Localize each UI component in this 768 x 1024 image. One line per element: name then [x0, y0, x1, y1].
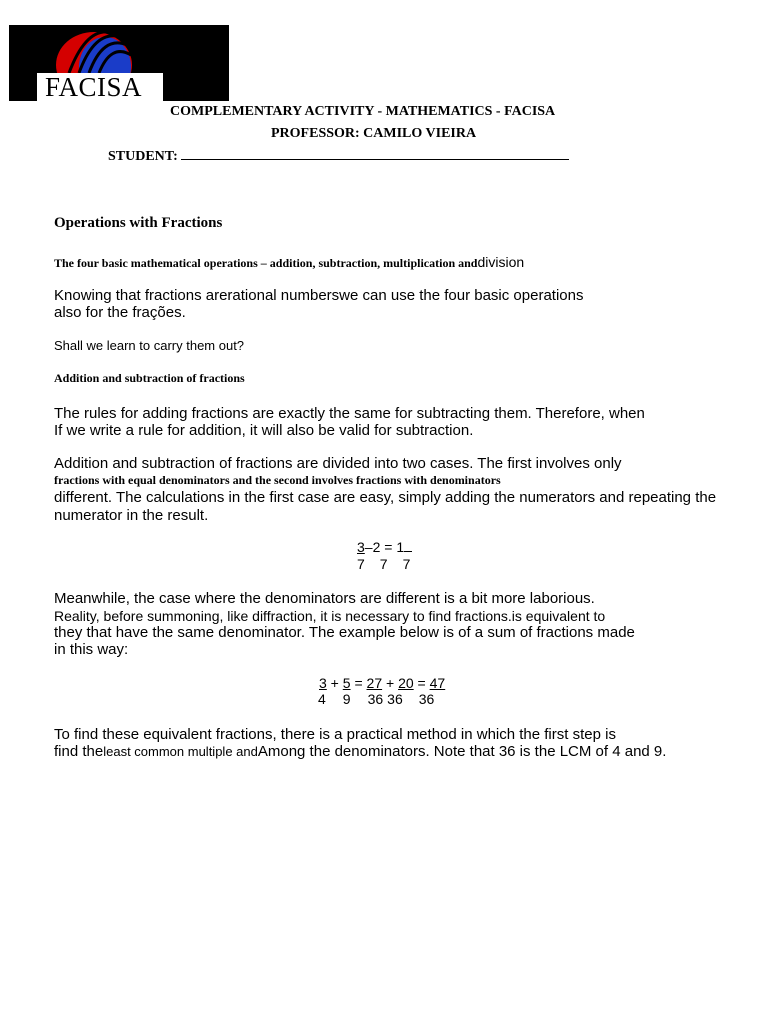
- paragraph-4-line-2: Reality, before summoning, like diffraction, it is necessary to find fractions.is equivalent to: [54, 608, 606, 624]
- student-name-blank: [181, 146, 569, 160]
- paragraph-4-line-3: they that have the same denominator. The example below is of a sum of fractions made: [54, 624, 635, 641]
- professor-line: PROFESSOR: CAMILO VIEIRA: [271, 126, 477, 141]
- formula-2-denominator-3: 36: [367, 691, 384, 707]
- paragraph-3-line-4: numerator in the result.: [54, 507, 209, 524]
- subheading: Addition and subtraction of fractions: [54, 371, 245, 385]
- subtitle: [54, 254, 524, 272]
- formula-2-equals-1: =: [350, 675, 367, 691]
- paragraph-4-line-1: Meanwhile, the case where the denominators are different is a bit more laborious.: [54, 590, 595, 607]
- formula-2-denominators: [318, 691, 434, 707]
- formula-2-denominator-5: 36: [418, 691, 435, 707]
- paragraph-5-line-2-end: Among the denominators. Note that 36 is the LCM of 4 and 9.: [257, 743, 667, 760]
- formula-2-denominator-4: 36: [387, 691, 403, 707]
- formula-2-numerators: [319, 675, 445, 691]
- paragraph-1-line-2: also for the frações.: [54, 304, 186, 321]
- logo-text-box: [37, 73, 163, 101]
- formula-2-numerator-5: 47: [429, 675, 446, 691]
- formula-1-denominators: [357, 556, 410, 572]
- formula-1-denominator-3: 7: [402, 556, 411, 572]
- paragraph-5-line-1: To find these equivalent fractions, there is a practical method in which the first step is: [54, 726, 616, 743]
- section-title: Operations with Fractions: [54, 215, 223, 231]
- formula-2-numerator-1: 3: [319, 675, 327, 691]
- subtitle-bold: The four basic mathematical operations – addition, subtraction, multiplication and: [54, 256, 478, 270]
- student-line: [108, 146, 569, 165]
- formula-2-equals-2: =: [413, 675, 430, 691]
- formula-1-rule: [404, 541, 412, 552]
- paragraph-3-line-1: Addition and subtraction of fractions are divided into two cases. The first involves only: [54, 455, 622, 472]
- formula-2-numerator-2: 5: [342, 675, 351, 691]
- paragraph-1-line-1: Knowing that fractions arerational numberswe can use the four basic operations: [54, 287, 584, 304]
- logo-text: FACISA: [45, 72, 143, 101]
- paragraph-5-lcm-term: least common multiple and: [103, 744, 258, 759]
- formula-1-denominator-1: 7: [357, 556, 365, 572]
- student-label: STUDENT:: [108, 149, 182, 164]
- paragraph-3-line-2: fractions with equal denominators and the second involves fractions with denominators: [54, 473, 501, 487]
- paragraph-2-line-1: The rules for adding fractions are exactly the same for subtracting them. Therefore, when: [54, 405, 645, 422]
- formula-2-denominator-2: 9: [342, 691, 351, 707]
- paragraph-5-line-2-start: find the: [54, 743, 104, 760]
- formula-2-numerator-3: 27: [366, 675, 383, 691]
- paragraph-2-line-2: If we write a rule for addition, it will also be valid for subtraction.: [54, 422, 474, 439]
- paragraph-4-line-4: in this way:: [54, 641, 129, 658]
- formula-1-operator: –2 = 1: [364, 539, 405, 555]
- paragraph-5-line-2: [54, 743, 666, 761]
- formula-2-denominator-1: 4: [318, 691, 326, 707]
- facisa-logo: [9, 25, 229, 101]
- formula-1-numerators: [357, 539, 412, 555]
- formula-1-denominator-2: 7: [379, 556, 388, 572]
- activity-title: COMPLEMENTARY ACTIVITY - MATHEMATICS - FACISA: [170, 104, 556, 119]
- formula-2-numerator-4: 20: [398, 675, 414, 691]
- question-line: Shall we learn to carry them out?: [54, 338, 245, 353]
- formula-1-numerator-1: 3: [357, 539, 365, 555]
- formula-2-plus-2: +: [382, 675, 399, 691]
- formula-2-plus-1: +: [326, 675, 343, 691]
- paragraph-3-line-3: different. The calculations in the first case are easy, simply adding the numerators and repeating the: [54, 489, 717, 506]
- subtitle-tail: division: [477, 254, 525, 270]
